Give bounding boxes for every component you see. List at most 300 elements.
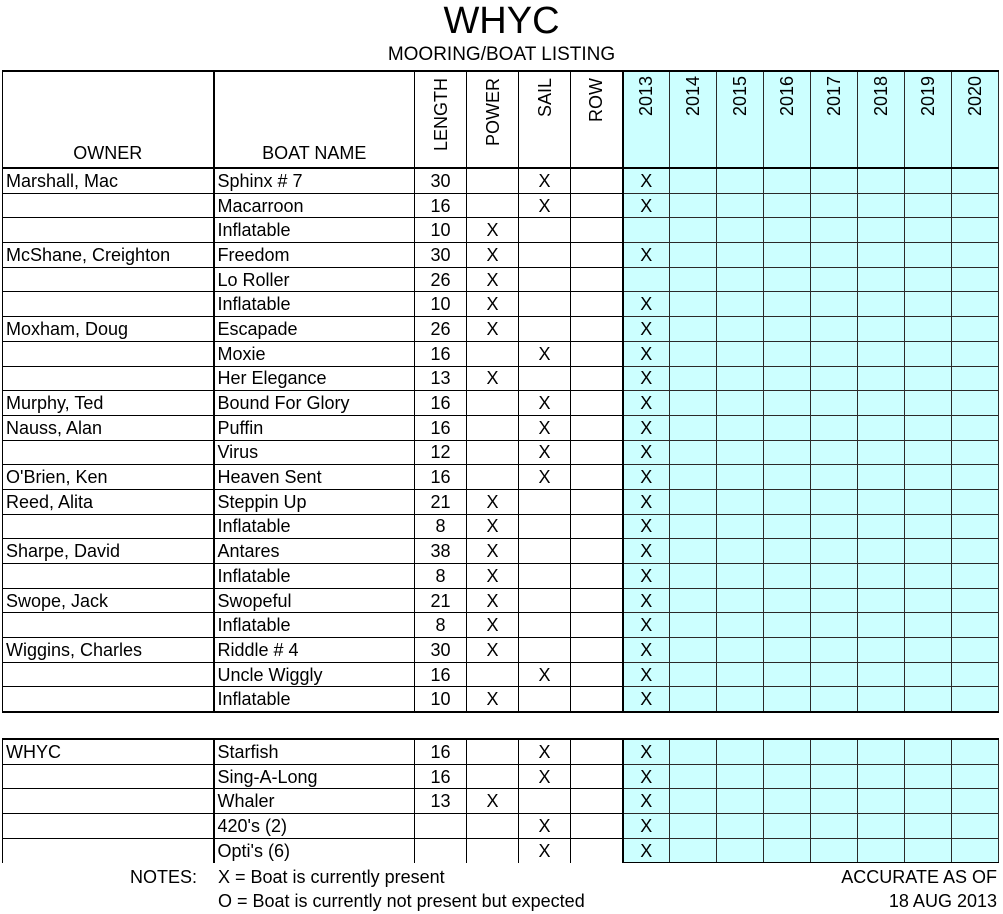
year-2018-cell bbox=[858, 465, 905, 490]
year-2020-cell bbox=[952, 789, 999, 814]
page-title: WHYC bbox=[443, 0, 560, 42]
year-2015-cell bbox=[717, 341, 764, 366]
year-2018-cell bbox=[858, 739, 905, 764]
sail-cell bbox=[519, 317, 571, 342]
length-cell bbox=[415, 838, 467, 863]
sail-cell: X bbox=[519, 739, 571, 764]
header-year-2016: 2016 bbox=[764, 71, 811, 168]
year-2020-cell bbox=[952, 588, 999, 613]
year-2018-cell bbox=[858, 366, 905, 391]
length-cell: 38 bbox=[415, 539, 467, 564]
boat-name-cell: Lo Roller bbox=[214, 267, 415, 292]
year-2016-cell bbox=[764, 267, 811, 292]
year-2017-cell bbox=[811, 193, 858, 218]
note-present: X = Boat is currently present bbox=[218, 867, 445, 887]
year-2014-cell bbox=[670, 588, 717, 613]
boat-name-cell: Starfish bbox=[214, 739, 415, 764]
year-2014-cell bbox=[670, 638, 717, 663]
year-2013-cell: X bbox=[623, 317, 670, 342]
year-2018-cell bbox=[858, 838, 905, 863]
year-2016-cell bbox=[764, 218, 811, 243]
owner-cell bbox=[3, 193, 214, 218]
year-2019-cell bbox=[905, 613, 952, 638]
table-row bbox=[3, 415, 999, 440]
year-2019-cell bbox=[905, 465, 952, 490]
owner-cell bbox=[3, 341, 214, 366]
year-2015-cell bbox=[717, 764, 764, 789]
year-2019-cell bbox=[905, 391, 952, 416]
year-2019-cell bbox=[905, 440, 952, 465]
year-2016-cell bbox=[764, 415, 811, 440]
row-cell bbox=[571, 440, 623, 465]
boat-name-cell: Opti's (6) bbox=[214, 838, 415, 863]
table-row bbox=[3, 662, 999, 687]
club-rows bbox=[3, 739, 999, 863]
row-cell bbox=[571, 638, 623, 663]
year-2019-cell bbox=[905, 662, 952, 687]
row-cell bbox=[571, 465, 623, 490]
table-row bbox=[3, 764, 999, 789]
year-2018-cell bbox=[858, 764, 905, 789]
row-cell bbox=[571, 415, 623, 440]
year-2015-cell bbox=[717, 267, 764, 292]
owner-cell: Swope, Jack bbox=[3, 588, 214, 613]
header-year-2018: 2018 bbox=[858, 71, 905, 168]
year-2014-cell bbox=[670, 193, 717, 218]
length-cell: 10 bbox=[415, 687, 467, 712]
sail-cell: X bbox=[519, 440, 571, 465]
year-2013-cell: X bbox=[623, 789, 670, 814]
year-2020-cell bbox=[952, 366, 999, 391]
boat-name-cell: Puffin bbox=[214, 415, 415, 440]
year-2016-cell bbox=[764, 662, 811, 687]
sail-cell: X bbox=[519, 391, 571, 416]
year-2016-cell bbox=[764, 539, 811, 564]
year-2017-cell bbox=[811, 168, 858, 193]
owner-cell bbox=[3, 687, 214, 712]
year-2018-cell bbox=[858, 168, 905, 193]
year-2013-cell: X bbox=[623, 613, 670, 638]
year-2020-cell bbox=[952, 838, 999, 863]
year-2018-cell bbox=[858, 243, 905, 268]
year-2013-cell: X bbox=[623, 838, 670, 863]
power-cell: X bbox=[467, 789, 519, 814]
year-2020-cell bbox=[952, 638, 999, 663]
year-2017-cell bbox=[811, 838, 858, 863]
power-cell: X bbox=[467, 267, 519, 292]
year-2017-cell bbox=[811, 440, 858, 465]
year-2016-cell bbox=[764, 564, 811, 589]
year-2018-cell bbox=[858, 218, 905, 243]
year-2015-cell bbox=[717, 588, 764, 613]
row-cell bbox=[571, 687, 623, 712]
owner-cell: McShane, Creighton bbox=[3, 243, 214, 268]
year-2017-cell bbox=[811, 366, 858, 391]
year-2018-cell bbox=[858, 440, 905, 465]
year-2019-cell bbox=[905, 317, 952, 342]
sail-cell: X bbox=[519, 193, 571, 218]
owner-cell: Marshall, Mac bbox=[3, 168, 214, 193]
year-2017-cell bbox=[811, 218, 858, 243]
year-2014-cell bbox=[670, 489, 717, 514]
year-2015-cell bbox=[717, 440, 764, 465]
row-cell bbox=[571, 489, 623, 514]
year-2018-cell bbox=[858, 662, 905, 687]
owner-cell: Moxham, Doug bbox=[3, 317, 214, 342]
row-cell bbox=[571, 814, 623, 839]
year-2018-cell bbox=[858, 814, 905, 839]
member-rows bbox=[3, 168, 999, 712]
year-2018-cell bbox=[858, 638, 905, 663]
boat-name-cell: Antares bbox=[214, 539, 415, 564]
year-2014-cell bbox=[670, 465, 717, 490]
year-2013-cell: X bbox=[623, 168, 670, 193]
year-2015-cell bbox=[717, 838, 764, 863]
year-2019-cell bbox=[905, 687, 952, 712]
year-2016-cell bbox=[764, 739, 811, 764]
boat-name-cell: Virus bbox=[214, 440, 415, 465]
year-2013-cell: X bbox=[623, 814, 670, 839]
table-row bbox=[3, 613, 999, 638]
year-2018-cell bbox=[858, 613, 905, 638]
row-cell bbox=[571, 366, 623, 391]
accuracy-date: 18 AUG 2013 bbox=[888, 891, 997, 911]
sail-cell: X bbox=[519, 168, 571, 193]
sail-cell bbox=[519, 489, 571, 514]
owner-cell bbox=[3, 267, 214, 292]
boat-name-cell: Bound For Glory bbox=[214, 391, 415, 416]
year-2015-cell bbox=[717, 391, 764, 416]
table-row bbox=[3, 739, 999, 764]
year-2019-cell bbox=[905, 218, 952, 243]
power-cell: X bbox=[467, 588, 519, 613]
year-2016-cell bbox=[764, 838, 811, 863]
length-cell: 26 bbox=[415, 317, 467, 342]
boat-name-cell: Macarroon bbox=[214, 193, 415, 218]
year-2020-cell bbox=[952, 539, 999, 564]
year-2016-cell bbox=[764, 317, 811, 342]
year-2014-cell bbox=[670, 514, 717, 539]
row-cell bbox=[571, 514, 623, 539]
year-2015-cell bbox=[717, 415, 764, 440]
row-cell bbox=[571, 613, 623, 638]
boat-name-cell: Riddle # 4 bbox=[214, 638, 415, 663]
table-row bbox=[3, 243, 999, 268]
length-cell: 30 bbox=[415, 243, 467, 268]
sail-cell bbox=[519, 267, 571, 292]
power-cell: X bbox=[467, 638, 519, 663]
year-2020-cell bbox=[952, 168, 999, 193]
year-2017-cell bbox=[811, 292, 858, 317]
sail-cell bbox=[519, 588, 571, 613]
power-cell bbox=[467, 193, 519, 218]
sail-cell bbox=[519, 243, 571, 268]
year-2017-cell bbox=[811, 687, 858, 712]
year-2016-cell bbox=[764, 292, 811, 317]
length-cell: 16 bbox=[415, 193, 467, 218]
year-2015-cell bbox=[717, 539, 764, 564]
year-2018-cell bbox=[858, 391, 905, 416]
year-2015-cell bbox=[717, 564, 764, 589]
row-cell bbox=[571, 243, 623, 268]
table-row bbox=[3, 391, 999, 416]
year-2018-cell bbox=[858, 539, 905, 564]
year-2016-cell bbox=[764, 391, 811, 416]
year-2016-cell bbox=[764, 764, 811, 789]
year-2019-cell bbox=[905, 243, 952, 268]
year-2017-cell bbox=[811, 465, 858, 490]
sail-cell: X bbox=[519, 415, 571, 440]
boat-name-cell: Escapade bbox=[214, 317, 415, 342]
length-cell: 8 bbox=[415, 564, 467, 589]
year-2014-cell bbox=[670, 814, 717, 839]
year-2015-cell bbox=[717, 638, 764, 663]
boat-name-cell: Steppin Up bbox=[214, 489, 415, 514]
owner-cell: WHYC bbox=[3, 739, 214, 764]
year-2018-cell bbox=[858, 687, 905, 712]
table-row bbox=[3, 588, 999, 613]
year-2014-cell bbox=[670, 366, 717, 391]
owner-cell bbox=[3, 662, 214, 687]
year-2015-cell bbox=[717, 489, 764, 514]
year-2019-cell bbox=[905, 489, 952, 514]
header-boat-name: BOAT NAME bbox=[214, 71, 415, 168]
header-year-2020: 2020 bbox=[952, 71, 999, 168]
year-2020-cell bbox=[952, 662, 999, 687]
year-2017-cell bbox=[811, 613, 858, 638]
length-cell: 16 bbox=[415, 739, 467, 764]
year-2018-cell bbox=[858, 514, 905, 539]
year-2015-cell bbox=[717, 292, 764, 317]
page-subtitle: MOORING/BOAT LISTING bbox=[387, 44, 616, 65]
table-row bbox=[3, 564, 999, 589]
year-2020-cell bbox=[952, 218, 999, 243]
power-cell bbox=[467, 440, 519, 465]
year-2017-cell bbox=[811, 341, 858, 366]
year-2019-cell bbox=[905, 168, 952, 193]
year-2014-cell bbox=[670, 168, 717, 193]
owner-cell bbox=[3, 838, 214, 863]
year-2020-cell bbox=[952, 814, 999, 839]
year-2014-cell bbox=[670, 218, 717, 243]
table-row bbox=[3, 193, 999, 218]
power-cell: X bbox=[467, 292, 519, 317]
year-2019-cell bbox=[905, 341, 952, 366]
sail-cell bbox=[519, 292, 571, 317]
owner-cell bbox=[3, 764, 214, 789]
owner-cell bbox=[3, 514, 214, 539]
owner-cell bbox=[3, 613, 214, 638]
note-expected: O = Boat is currently not present but expected bbox=[218, 891, 585, 911]
year-2020-cell bbox=[952, 687, 999, 712]
year-2013-cell: X bbox=[623, 687, 670, 712]
year-2014-cell bbox=[670, 687, 717, 712]
length-cell: 16 bbox=[415, 764, 467, 789]
row-cell bbox=[571, 267, 623, 292]
year-2018-cell bbox=[858, 564, 905, 589]
row-cell bbox=[571, 218, 623, 243]
table-row bbox=[3, 292, 999, 317]
year-2015-cell bbox=[717, 514, 764, 539]
year-2018-cell bbox=[858, 267, 905, 292]
year-2017-cell bbox=[811, 638, 858, 663]
year-2014-cell bbox=[670, 739, 717, 764]
year-2019-cell bbox=[905, 366, 952, 391]
power-cell bbox=[467, 341, 519, 366]
year-2017-cell bbox=[811, 662, 858, 687]
year-2015-cell bbox=[717, 193, 764, 218]
power-cell: X bbox=[467, 687, 519, 712]
row-cell bbox=[571, 588, 623, 613]
year-2017-cell bbox=[811, 489, 858, 514]
year-2020-cell bbox=[952, 267, 999, 292]
sail-cell bbox=[519, 789, 571, 814]
year-2016-cell bbox=[764, 168, 811, 193]
year-2014-cell bbox=[670, 415, 717, 440]
header-year-2015: 2015 bbox=[717, 71, 764, 168]
table-row bbox=[3, 789, 999, 814]
owner-cell: Sharpe, David bbox=[3, 539, 214, 564]
sail-cell bbox=[519, 218, 571, 243]
sail-cell: X bbox=[519, 465, 571, 490]
year-2017-cell bbox=[811, 317, 858, 342]
year-2013-cell: X bbox=[623, 588, 670, 613]
sail-cell bbox=[519, 613, 571, 638]
header-length: LENGTH bbox=[415, 71, 467, 168]
boat-name-cell: Inflatable bbox=[214, 613, 415, 638]
boat-name-cell: Inflatable bbox=[214, 564, 415, 589]
row-cell bbox=[571, 317, 623, 342]
owner-cell: Murphy, Ted bbox=[3, 391, 214, 416]
year-2020-cell bbox=[952, 415, 999, 440]
year-2018-cell bbox=[858, 489, 905, 514]
year-2017-cell bbox=[811, 564, 858, 589]
row-cell bbox=[571, 662, 623, 687]
year-2014-cell bbox=[670, 267, 717, 292]
boat-name-cell: 420's (2) bbox=[214, 814, 415, 839]
notes-section bbox=[0, 865, 1003, 914]
length-cell: 16 bbox=[415, 341, 467, 366]
length-cell: 10 bbox=[415, 218, 467, 243]
table-row bbox=[3, 317, 999, 342]
row-cell bbox=[571, 739, 623, 764]
length-cell: 16 bbox=[415, 465, 467, 490]
year-2018-cell bbox=[858, 415, 905, 440]
sail-cell bbox=[519, 366, 571, 391]
power-cell: X bbox=[467, 317, 519, 342]
year-2014-cell bbox=[670, 292, 717, 317]
boat-name-cell: Sing-A-Long bbox=[214, 764, 415, 789]
year-2014-cell bbox=[670, 789, 717, 814]
year-2014-cell bbox=[670, 391, 717, 416]
table-row bbox=[3, 341, 999, 366]
length-cell: 8 bbox=[415, 613, 467, 638]
year-2013-cell: X bbox=[623, 662, 670, 687]
year-2016-cell bbox=[764, 814, 811, 839]
power-cell bbox=[467, 662, 519, 687]
year-2014-cell bbox=[670, 838, 717, 863]
club-boats-table bbox=[2, 738, 999, 863]
table-row bbox=[3, 638, 999, 663]
length-cell: 30 bbox=[415, 638, 467, 663]
year-2013-cell: X bbox=[623, 739, 670, 764]
year-2020-cell bbox=[952, 193, 999, 218]
year-2020-cell bbox=[952, 341, 999, 366]
sail-cell bbox=[519, 638, 571, 663]
year-2015-cell bbox=[717, 243, 764, 268]
notes-label: NOTES: bbox=[130, 867, 198, 887]
year-2015-cell bbox=[717, 613, 764, 638]
boat-name-cell: Inflatable bbox=[214, 292, 415, 317]
header-year-2013: 2013 bbox=[623, 71, 670, 168]
year-2015-cell bbox=[717, 789, 764, 814]
length-cell: 21 bbox=[415, 588, 467, 613]
year-2013-cell: X bbox=[623, 193, 670, 218]
year-2016-cell bbox=[764, 687, 811, 712]
year-2020-cell bbox=[952, 489, 999, 514]
header-row bbox=[3, 71, 999, 168]
year-2013-cell: X bbox=[623, 341, 670, 366]
boat-name-cell: Heaven Sent bbox=[214, 465, 415, 490]
year-2014-cell bbox=[670, 764, 717, 789]
table-row bbox=[3, 366, 999, 391]
owner-cell bbox=[3, 440, 214, 465]
year-2018-cell bbox=[858, 292, 905, 317]
mooring-table bbox=[2, 70, 999, 713]
power-cell bbox=[467, 465, 519, 490]
year-2013-cell: X bbox=[623, 465, 670, 490]
power-cell: X bbox=[467, 243, 519, 268]
year-2013-cell: X bbox=[623, 638, 670, 663]
power-cell: X bbox=[467, 218, 519, 243]
row-cell bbox=[571, 341, 623, 366]
year-2017-cell bbox=[811, 391, 858, 416]
year-2015-cell bbox=[717, 739, 764, 764]
power-cell: X bbox=[467, 613, 519, 638]
table-row bbox=[3, 814, 999, 839]
power-cell bbox=[467, 764, 519, 789]
year-2015-cell bbox=[717, 662, 764, 687]
year-2018-cell bbox=[858, 193, 905, 218]
year-2019-cell bbox=[905, 638, 952, 663]
header-owner: OWNER bbox=[3, 71, 214, 168]
year-2020-cell bbox=[952, 764, 999, 789]
table-row bbox=[3, 168, 999, 193]
power-cell bbox=[467, 168, 519, 193]
table-row bbox=[3, 514, 999, 539]
year-2020-cell bbox=[952, 739, 999, 764]
row-cell bbox=[571, 789, 623, 814]
year-2020-cell bbox=[952, 465, 999, 490]
owner-cell: Reed, Alita bbox=[3, 489, 214, 514]
table-row bbox=[3, 267, 999, 292]
power-cell: X bbox=[467, 564, 519, 589]
boat-name-cell: Freedom bbox=[214, 243, 415, 268]
power-cell bbox=[467, 838, 519, 863]
header-year-2017: 2017 bbox=[811, 71, 858, 168]
year-2018-cell bbox=[858, 789, 905, 814]
table-row bbox=[3, 218, 999, 243]
sail-cell bbox=[519, 514, 571, 539]
year-2013-cell: X bbox=[623, 539, 670, 564]
row-cell bbox=[571, 838, 623, 863]
year-2018-cell bbox=[858, 588, 905, 613]
year-2018-cell bbox=[858, 341, 905, 366]
year-2019-cell bbox=[905, 539, 952, 564]
year-2019-cell bbox=[905, 415, 952, 440]
sail-cell: X bbox=[519, 662, 571, 687]
boat-name-cell: Her Elegance bbox=[214, 366, 415, 391]
